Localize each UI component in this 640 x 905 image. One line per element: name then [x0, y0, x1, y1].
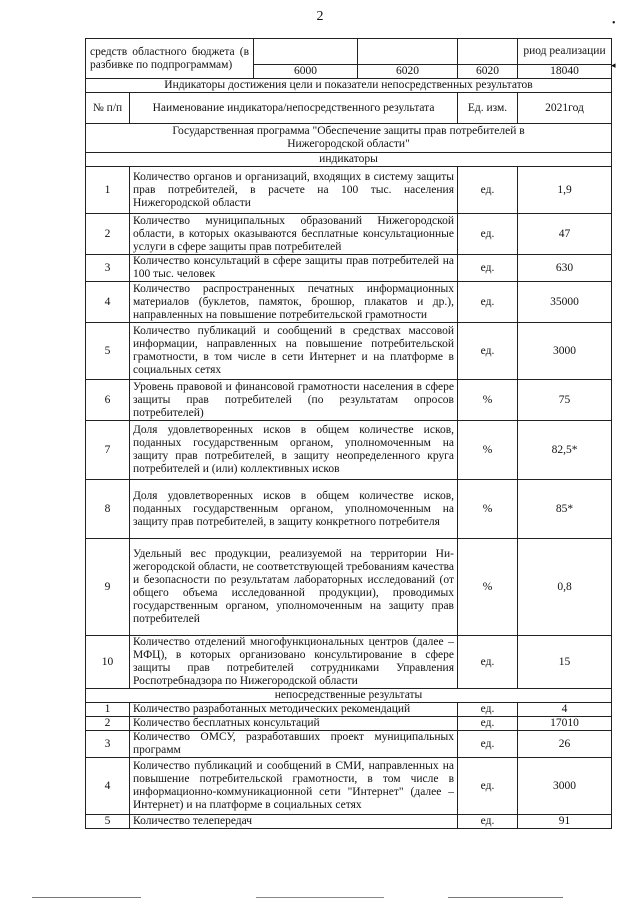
- row-number: 8: [86, 480, 130, 539]
- result-row: [86, 731, 612, 758]
- row-number: 1: [86, 703, 130, 717]
- row-name: Количество телепередач: [130, 815, 458, 829]
- results-label: непосредственные результаты: [86, 689, 612, 703]
- scan-speck: •: [612, 18, 616, 29]
- results-label-row: [86, 689, 612, 703]
- row-number: 2: [86, 717, 130, 731]
- row-number: 5: [86, 323, 130, 380]
- row-name: Количество консультаций в сфере защиты прав потребителей на 100 тыс. человек: [130, 255, 458, 282]
- indicator-row: [86, 323, 612, 380]
- indicator-row: [86, 282, 612, 323]
- indicator-row: [86, 636, 612, 689]
- row-value: 3000: [518, 758, 612, 815]
- row-number: 2: [86, 214, 130, 255]
- row-name: Доля удовлетворенных исков в общем количестве исков, поданных государственным органом, уполномоченным на защиту прав потребителей, в защиту неопределенного круга потребителей и (или) коллективных исков: [130, 421, 458, 480]
- indicator-row: [86, 539, 612, 636]
- results-body: [86, 703, 612, 829]
- row-unit: %: [458, 480, 518, 539]
- row-name: Количество распространенных печатных информационных материалов (буклетов, памяток, брошюр, плакатов и др.), направленных на повышение потребительской грамотности: [130, 282, 458, 323]
- row-name: Удельный вес продукции, реализуемой на территории Нижегородской области, не соответствующей требованиям качества и безопасности по результатам лабораторных исследований (от общего объема исследованной продукции), проводимых государственным органом, уполномоченным на защиту прав потребителей: [130, 539, 458, 636]
- row-name: Количество публикаций и сообщений в средствах массовой информации, направленных на повышение потребительской грамотности, в том числе в сети Интернет и на платформе в социальных сетях: [130, 323, 458, 380]
- indicator-row: [86, 255, 612, 282]
- funding-value: 6020: [358, 65, 458, 79]
- page-bottom-edge: [0, 897, 640, 898]
- row-value: 4: [518, 703, 612, 717]
- indicator-row: [86, 214, 612, 255]
- funding-value: 6000: [254, 65, 358, 79]
- row-value: 15: [518, 636, 612, 689]
- row-unit: %: [458, 539, 518, 636]
- row-name: Количество отделений многофункциональных центров (далее – МФЦ), в которых организовано консультирование в сфере защиты прав потребителей сотрудниками Управления Роспотребнадзора по Нижегородской области: [130, 636, 458, 689]
- margin-mark: ◂: [611, 60, 616, 70]
- funding-text: средств областного бюджета (в разбивке по подпрограммам): [86, 39, 254, 79]
- row-value: 630: [518, 255, 612, 282]
- column-header-row: [86, 93, 612, 124]
- row-number: 9: [86, 539, 130, 636]
- indicators-body: [86, 167, 612, 689]
- period-value: 18040: [518, 65, 612, 79]
- row-number: 3: [86, 731, 130, 758]
- row-value: 26: [518, 731, 612, 758]
- row-value: 91: [518, 815, 612, 829]
- row-unit: ед.: [458, 758, 518, 815]
- row-value: 1,9: [518, 167, 612, 214]
- funding-value: 6020: [458, 65, 518, 79]
- indicator-row: [86, 421, 612, 480]
- row-value: 0,8: [518, 539, 612, 636]
- row-unit: ед.: [458, 323, 518, 380]
- row-number: 7: [86, 421, 130, 480]
- row-value: 82,5*: [518, 421, 612, 480]
- row-name: Количество публикаций и сообщений в СМИ, направленных на повышение потребительской грамотности, в том числе в информационно-коммуникационной сети "Интернет" (далее – Интернет) и на платформе в социальных сетях: [130, 758, 458, 815]
- row-name: Доля удовлетворенных исков в общем количестве исков, поданных государственным органом, уполномоченным на защиту прав потребителей, в защиту конкретного потребителя: [130, 480, 458, 539]
- funding-row: [86, 39, 612, 65]
- row-unit: ед.: [458, 731, 518, 758]
- row-name: Количество бесплатных консультаций: [130, 717, 458, 731]
- indicator-row: [86, 167, 612, 214]
- indicators-label: индикаторы: [86, 153, 612, 167]
- row-name: Количество ОМСУ, разработавших проект муниципальных программ: [130, 731, 458, 758]
- result-row: [86, 703, 612, 717]
- row-unit: %: [458, 380, 518, 421]
- column-num: № п/п: [86, 93, 130, 124]
- indicator-row: [86, 380, 612, 421]
- indicators-table: [85, 38, 612, 829]
- row-unit: ед.: [458, 282, 518, 323]
- indicators-label-row: [86, 153, 612, 167]
- row-number: 6: [86, 380, 130, 421]
- row-unit: ед.: [458, 636, 518, 689]
- row-number: 10: [86, 636, 130, 689]
- row-number: 3: [86, 255, 130, 282]
- row-number: 1: [86, 167, 130, 214]
- row-value: 47: [518, 214, 612, 255]
- row-name: Количество муниципальных образований Нижегородской области, в которых оказываются бесплатные консультационные услуги в сфере защиты прав потребителей: [130, 214, 458, 255]
- indicators-heading: Индикаторы достижения цели и показатели непосредственных результатов: [86, 79, 612, 93]
- program-title: Государственная программа "Обеспечение защиты прав потребителей в Нижегородской области": [86, 124, 612, 153]
- column-unit: Ед. изм.: [458, 93, 518, 124]
- result-row: [86, 717, 612, 731]
- result-row: [86, 815, 612, 829]
- row-name: Количество разработанных методических рекомендаций: [130, 703, 458, 717]
- column-year: 2021год: [518, 93, 612, 124]
- row-unit: ед.: [458, 255, 518, 282]
- row-number: 4: [86, 758, 130, 815]
- row-value: 3000: [518, 323, 612, 380]
- row-number: 5: [86, 815, 130, 829]
- row-unit: ед.: [458, 815, 518, 829]
- row-value: 85*: [518, 480, 612, 539]
- program-title-row: [86, 124, 612, 153]
- result-row: [86, 758, 612, 815]
- row-unit: ед.: [458, 703, 518, 717]
- row-unit: %: [458, 421, 518, 480]
- row-unit: ед.: [458, 214, 518, 255]
- page-number: 2: [316, 9, 324, 24]
- row-value: 17010: [518, 717, 612, 731]
- row-name: Уровень правовой и финансовой грамотности населения в сфере защиты прав потребителей (по результатам опросов потребителей): [130, 380, 458, 421]
- row-value: 75: [518, 380, 612, 421]
- row-value: 35000: [518, 282, 612, 323]
- row-name: Количество органов и организаций, входящих в систему защиты прав потребителей, в расчете на 100 тыс. населения Нижегородской области: [130, 167, 458, 214]
- indicators-heading-row: [86, 79, 612, 93]
- row-unit: ед.: [458, 167, 518, 214]
- column-name: Наименование индикатора/непосредственного результата: [130, 93, 458, 124]
- row-unit: ед.: [458, 717, 518, 731]
- indicator-row: [86, 480, 612, 539]
- period-text: риод реализации: [518, 39, 612, 65]
- row-number: 4: [86, 282, 130, 323]
